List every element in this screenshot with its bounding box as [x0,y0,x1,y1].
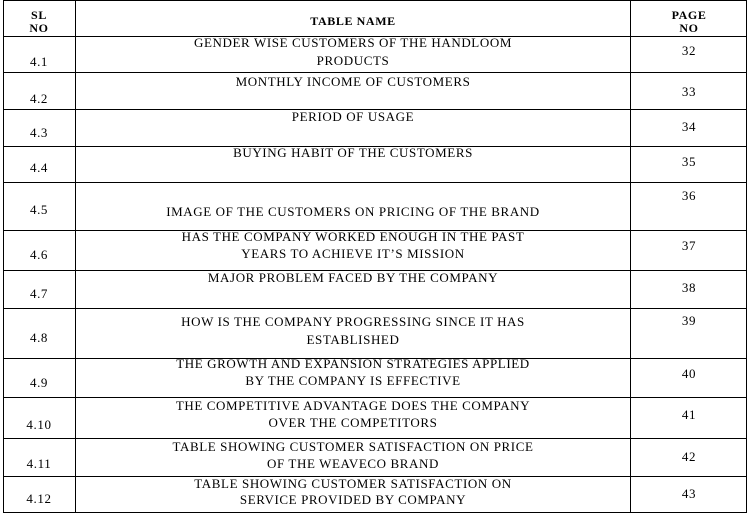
row-name-line2: ESTABLISHED [306,332,400,347]
row-divider [3,182,747,183]
row-name-line2: BY THE COMPANY IS EFFECTIVE [245,373,461,388]
row-divider [3,72,747,73]
row-page-number: 37 [681,238,697,253]
row-table-name [76,476,630,508]
row-table-name: IMAGE OF THE CUSTOMERS ON PRICING OF THE BRAND [166,204,540,219]
row-name-line2: YEARS TO ACHIEVE IT’S MISSION [241,246,465,261]
column-divider-page [630,0,631,513]
row-page-number: 40 [681,366,697,381]
row-table-name [76,35,630,69]
row-name-line2: OVER THE COMPETITORS [268,415,438,430]
header-sl-line1: SL [31,8,47,22]
row-name-line1: GENDER WISE CUSTOMERS OF THE HANDLOOM [194,35,512,50]
row-divider [3,308,747,309]
row-divider [3,0,747,1]
table-border-right [746,0,747,513]
row-sl-number: 4.7 [29,286,49,301]
row-page-number: 32 [681,43,697,58]
row-sl-number: 4.9 [29,375,49,390]
row-page-number: 36 [681,188,697,203]
row-sl-number: 4.6 [29,247,49,262]
row-page-number: 42 [681,449,697,464]
row-table-name [76,229,630,262]
row-name-line2: OF THE WEAVECO BRAND [267,456,439,471]
row-name-line1: TABLE SHOWING CUSTOMER SATISFACTION ON PRICE [172,439,534,454]
row-page-number: 38 [681,280,697,295]
row-name-line1: HAS THE COMPANY WORKED ENOUGH IN THE PAST [181,229,525,244]
row-page-number: 33 [681,84,697,99]
row-sl-number: 4.5 [29,202,49,217]
row-sl-number: 4.11 [26,456,52,471]
row-sl-number: 4.2 [29,91,49,106]
row-table-name [76,356,630,389]
row-sl-number: 4.4 [29,160,49,175]
row-sl-number: 4.1 [29,54,49,69]
row-page-number: 35 [681,154,697,169]
row-sl-number: 4.8 [29,330,49,345]
row-table-name [76,398,630,431]
row-name-line1: TABLE SHOWING CUSTOMER SATISFACTION ON [194,476,512,491]
row-name-line1: HOW IS THE COMPANY PROGRESSING SINCE IT HAS [181,314,525,329]
row-page-number: 41 [681,407,697,422]
row-sl-number: 4.3 [29,125,49,140]
row-table-name [76,439,630,472]
header-sl-no [4,9,74,35]
row-page-number: 39 [681,313,697,328]
row-table-name [76,314,630,348]
row-page-number: 43 [681,486,697,501]
row-sl-number: 4.12 [26,491,52,506]
row-table-name: MAJOR PROBLEM FACED BY THE COMPANY [207,270,499,285]
header-page-line2: NO [679,21,699,35]
header-page-no [631,9,747,35]
row-table-name: BUYING HABIT OF THE CUSTOMERS [233,145,473,160]
row-name-line2: SERVICE PROVIDED BY COMPANY [239,492,467,507]
header-table-name: TABLE NAME [310,14,396,28]
header-sl-line2: NO [29,21,49,35]
row-sl-number: 4.10 [26,417,52,432]
row-table-name: PERIOD OF USAGE [291,109,415,124]
row-table-name: MONTHLY INCOME OF CUSTOMERS [235,74,471,89]
row-name-line1: THE COMPETITIVE ADVANTAGE DOES THE COMPANY [175,398,531,413]
row-name-line1: THE GROWTH AND EXPANSION STRATEGIES APPLIED [176,356,530,371]
header-page-line1: PAGE [671,8,707,22]
row-page-number: 34 [681,119,697,134]
row-name-line2: PRODUCTS [316,53,390,68]
